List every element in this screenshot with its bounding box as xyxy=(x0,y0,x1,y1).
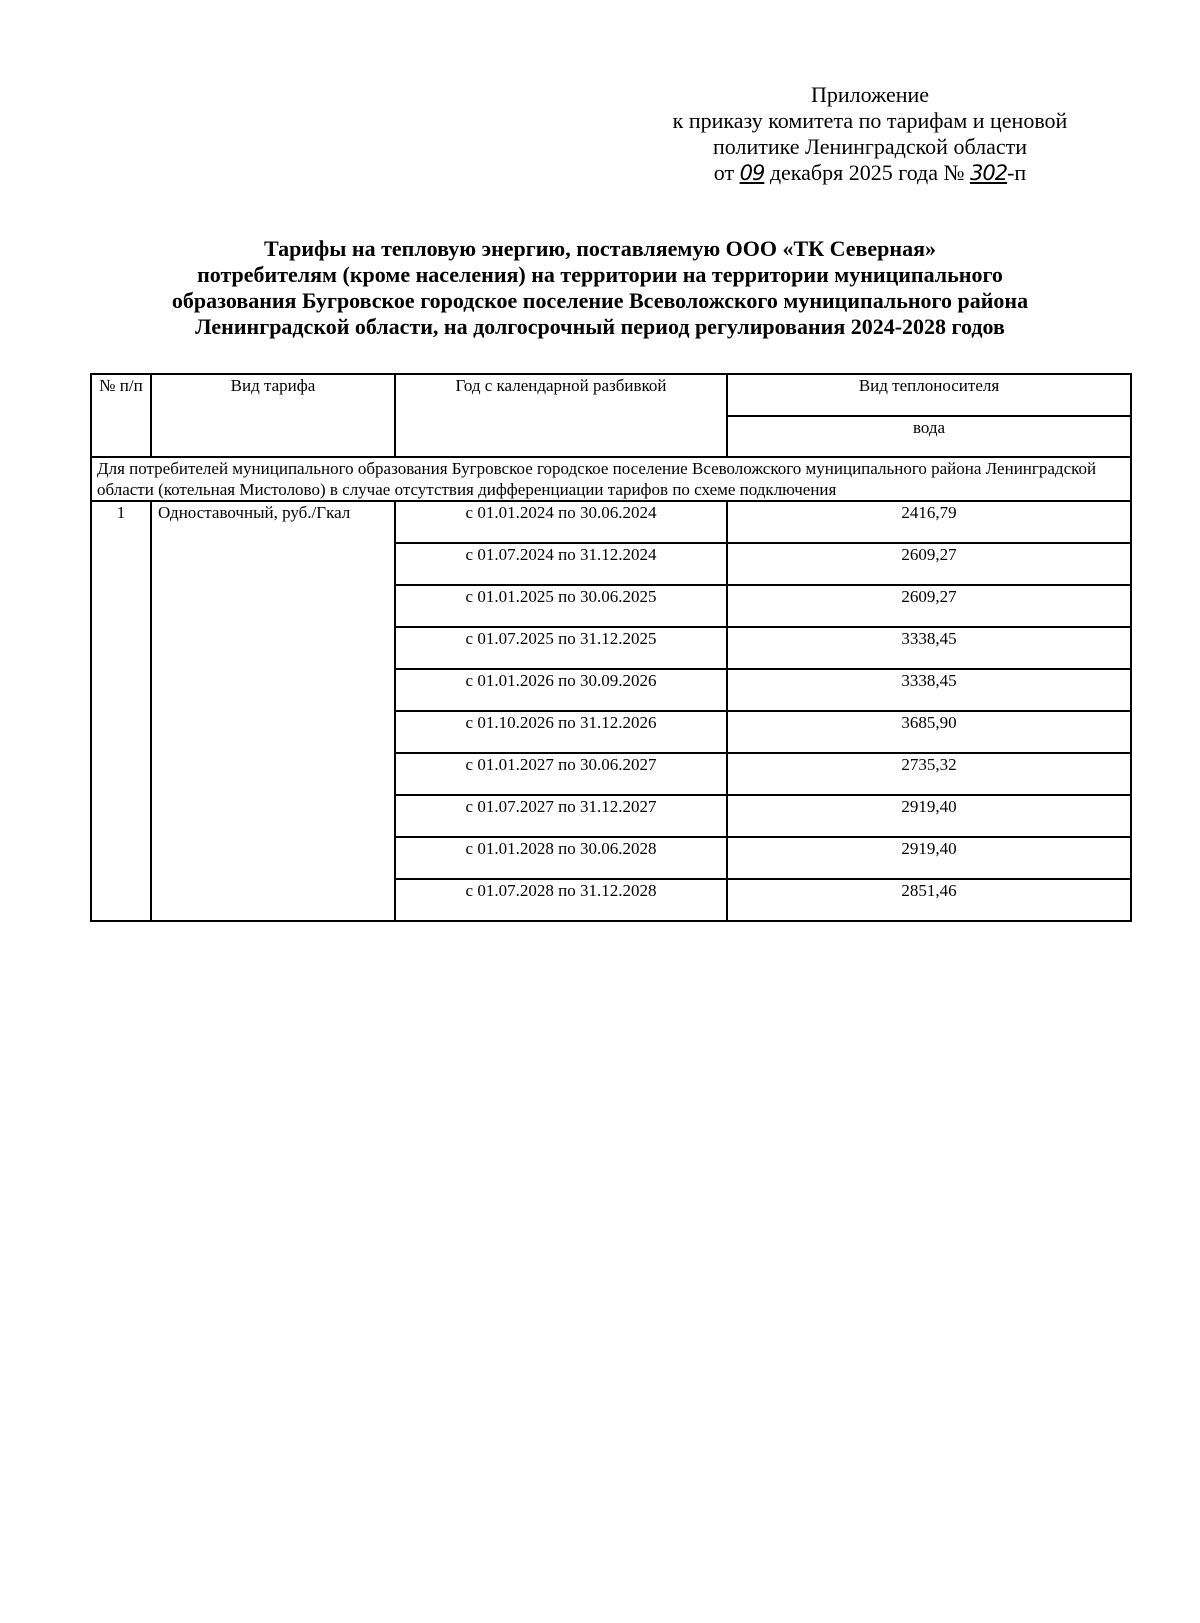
period-cell: с 01.01.2028 по 30.06.2028 xyxy=(395,837,727,879)
appendix-order-ref: к приказу комитета по тарифам и ценовой xyxy=(672,108,1068,133)
header-tariff-kind: Вид тарифа xyxy=(151,374,395,457)
period-cell: с 01.01.2024 по 30.06.2024 xyxy=(395,501,727,543)
header-period: Год с календарной разбивкой xyxy=(395,374,727,457)
table-row xyxy=(91,501,1131,543)
group-row xyxy=(91,457,1131,501)
row-number: 1 xyxy=(91,501,151,921)
order-number-suffix: -п xyxy=(1007,160,1027,185)
title-line-3: образования Бугровское городское поселение Всеволожского муниципального района xyxy=(171,288,1029,313)
tariff-value-cell: 2735,32 xyxy=(727,753,1131,795)
period-cell: с 01.07.2025 по 31.12.2025 xyxy=(395,627,727,669)
tariff-value-cell: 2851,46 xyxy=(727,879,1131,921)
header-num: № п/п xyxy=(91,374,151,457)
date-prefix: от xyxy=(713,160,735,185)
period-cell: с 01.01.2025 по 30.06.2025 xyxy=(395,585,727,627)
header-heat-carrier: Вид теплоносителя xyxy=(727,374,1131,416)
tariff-value-cell: 2416,79 xyxy=(727,501,1131,543)
tariff-value-cell: 2609,27 xyxy=(727,585,1131,627)
appendix-date-line xyxy=(640,160,1100,186)
handwritten-day: 09 xyxy=(739,161,765,185)
tariff-kind: Одноставочный, руб./Гкал xyxy=(151,501,395,921)
tariff-value-cell: 2609,27 xyxy=(727,543,1131,585)
title-line-2: потребителям (кроме населения) на территории на территории муниципального xyxy=(197,262,1003,287)
period-cell: с 01.07.2024 по 31.12.2024 xyxy=(395,543,727,585)
period-cell: с 01.01.2026 по 30.09.2026 xyxy=(395,669,727,711)
appendix-header xyxy=(640,82,1100,186)
tariff-value-cell: 3338,45 xyxy=(727,669,1131,711)
date-middle: декабря 2025 года № xyxy=(769,160,965,185)
period-cell: с 01.07.2027 по 31.12.2027 xyxy=(395,795,727,837)
table-header-row xyxy=(91,374,1131,416)
period-cell: с 01.10.2026 по 31.12.2026 xyxy=(395,711,727,753)
header-carrier-water: вода xyxy=(727,416,1131,457)
tariff-value-cell: 3338,45 xyxy=(727,627,1131,669)
appendix-label: Приложение xyxy=(810,82,930,107)
tariff-value-cell: 3685,90 xyxy=(727,711,1131,753)
title-line-4: Ленинградской области, на долгосрочный период регулирования 2024-2028 годов xyxy=(195,314,1005,339)
appendix-committee: политике Ленинградской области xyxy=(712,134,1027,159)
document-title xyxy=(60,236,1140,340)
handwritten-order-number: 302 xyxy=(970,161,1008,185)
tariff-value-cell: 2919,40 xyxy=(727,795,1131,837)
tariff-table xyxy=(90,373,1132,922)
tariff-value-cell: 2919,40 xyxy=(727,837,1131,879)
period-cell: с 01.01.2027 по 30.06.2027 xyxy=(395,753,727,795)
period-cell: с 01.07.2028 по 31.12.2028 xyxy=(395,879,727,921)
title-line-1: Тарифы на тепловую энергию, поставляемую ООО «ТК Северная» xyxy=(263,236,936,261)
group-note: Для потребителей муниципального образования Бугровское городское поселение Всеволожского муниципального района Ленинградской области (котельная Мистолово) в случае отсутствия дифференциации тарифов по схеме подключения xyxy=(91,457,1131,501)
